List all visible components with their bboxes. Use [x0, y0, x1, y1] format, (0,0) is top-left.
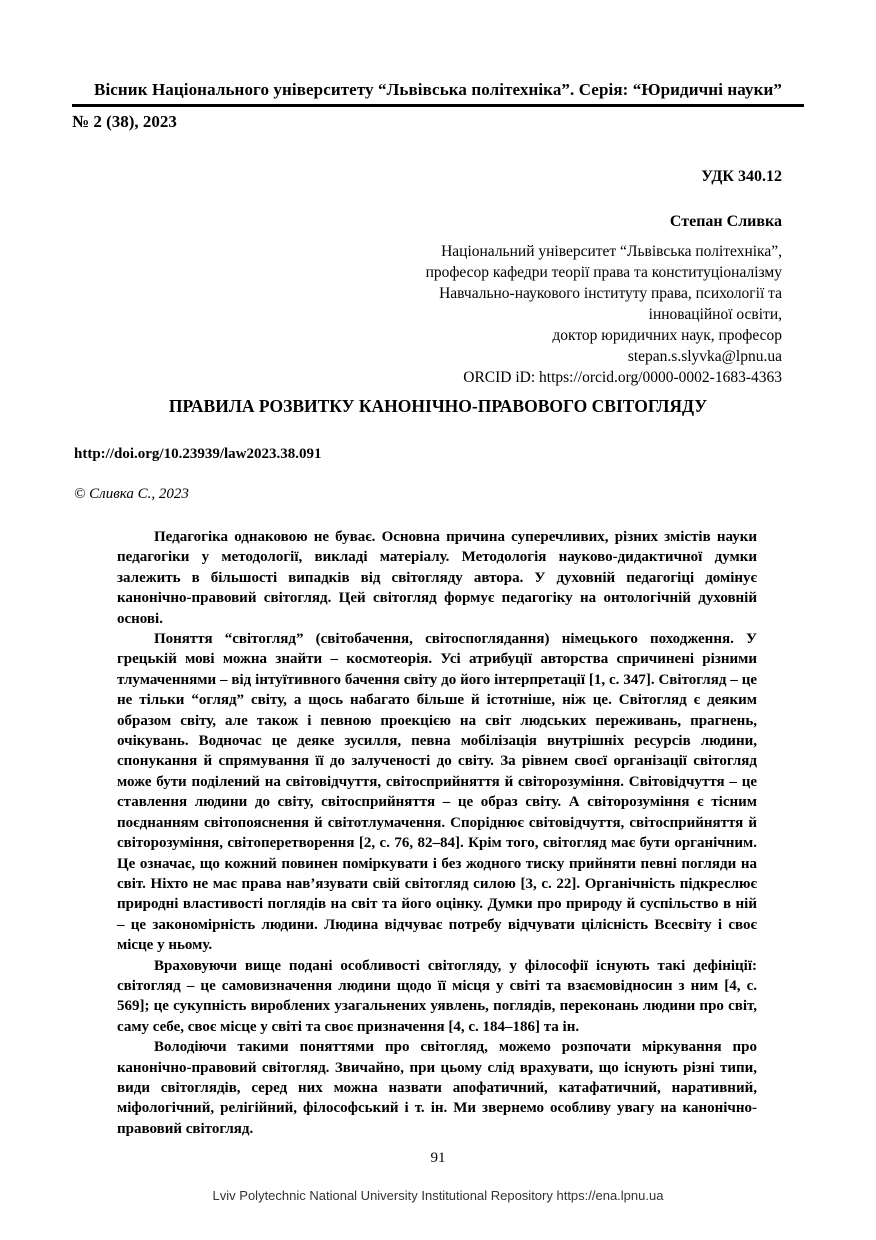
body-paragraph: Враховуючи вище подані особливості світогляду, у філософії існують такі дефініції: світогляд – це самовизначення людини щодо її місця у світі та взаємовідносин з ним [4, с. 569]; це сукупність вироблених узагальнених уявлень, поглядів, переконань людини про світ, саму себе, своє місце у світі та своє призначення [4, с. 184–186] та ін. — [117, 957, 757, 1035]
journal-title: Вісник Національного університету “Львівська політехніка”. Серія: “Юридичні науки” — [94, 80, 782, 99]
body-paragraph: Педагогіка однаковою не буває. Основна причина суперечливих, різних змістів науки педагогіки у методології, викладі матеріалу. Методологія науково-дидактичної думки залежить в більшості випадків від світогляду автора. У духовній педагогіці домінує канонічно-правовий світогляд. Цей світогляд формує педагогіку на онтологічній духовній основі. — [117, 529, 757, 627]
affiliation-line: Національний університет “Львівська політехніка”, — [441, 243, 782, 260]
affiliation-line: доктор юридичних наук, професор — [552, 327, 782, 344]
issue-number: № 2 (38), 2023 — [72, 112, 177, 131]
affiliation — [180, 241, 782, 388]
page-header — [72, 80, 804, 132]
body-paragraph: Володіючи такими поняттями про світогляд, можемо розпочати міркування про канонічно-правовий світогляд. Звичайно, при цьому слід врахувати, що існують різні типи, види світоглядів, серед них можна назвати апофатичний, катафатичний, наративний, міфологічний, релігійний, філософський і т. ін. Ми звернемо особливу увагу на канонічно-правовий світогляд. — [117, 1039, 757, 1137]
page-number: 91 — [430, 1150, 446, 1166]
article-body — [117, 527, 757, 1139]
affiliation-line: професор кафедри теорії права та конституціоналізму — [425, 264, 782, 281]
repository-footer: Lviv Polytechnic National University Institutional Repository https://ena.lpnu.ua — [212, 1188, 664, 1203]
affiliation-line: Навчально-наукового інституту права, психології та — [439, 285, 782, 302]
doi-link: http://doi.org/10.23939/law2023.38.091 — [74, 446, 322, 462]
udc-label: УДК 340.12 — [701, 168, 782, 185]
author-email: stepan.s.slyvka@lpnu.ua — [627, 348, 782, 365]
author-name: Степан Сливка — [669, 213, 782, 230]
copyright-line: © Сливка С., 2023 — [74, 486, 189, 502]
affiliation-line: інноваційної освіти, — [648, 306, 782, 323]
article-title: ПРАВИЛА РОЗВИТКУ КАНОНІЧНО-ПРАВОВОГО СВІТОГЛЯДУ — [168, 396, 708, 416]
body-paragraph: Поняття “світогляд” (світобачення, світоспоглядання) німецького походження. У грецькій мові можна знайти – космотеорія. Усі атрибуції авторства спричинені різними тлумаченнями – від інтуїтивного бачення світу до його інтерпретації [1, с. 347]. Світогляд – це не тільки “огляд” світу, а щось набагато більше й істотніше, ніж це. Світогляд є деяким образом світу, але також і певною проекцією на світ людських переживань, прагнень, очікувань. Водночас це деяке зусилля, певна мобілізація внутрішніх ресурсів людини, спонукання й спрямування її до залученості до світу. За рівнем своєї організації світогляд може бути поділений на світовідчуття, світосприйняття й світорозуміння. Світовідчуття – це ставлення людини до світу, світосприйняття – це образ світу. А світорозуміння є тісним поєднанням світопояснення й світотлумачення. Споріднює світовідчуття, світосприйняття й світорозуміння, світоперетворення [2, с. 76, 82–84]. Крім того, світогляд має бути органічним. Це означає, що кожний повинен поміркувати і без жодного тиску прийняти певні погляди на світ. Ніхто не має права нав’язувати свій світогляд силою [3, с. 22]. Органічність підкреслює природні властивості поглядів на світ та його оцінку. Думки про природу й суспільство в ній – це закономірність людини. Людина відчуває потребу відчувати цілісність Всесвіту і своє місце у ньому. — [117, 631, 757, 954]
header-divider — [72, 104, 804, 107]
credit-block — [180, 168, 782, 388]
orcid-line: ORCID iD: https://orcid.org/0000-0002-1683-4363 — [463, 369, 782, 386]
